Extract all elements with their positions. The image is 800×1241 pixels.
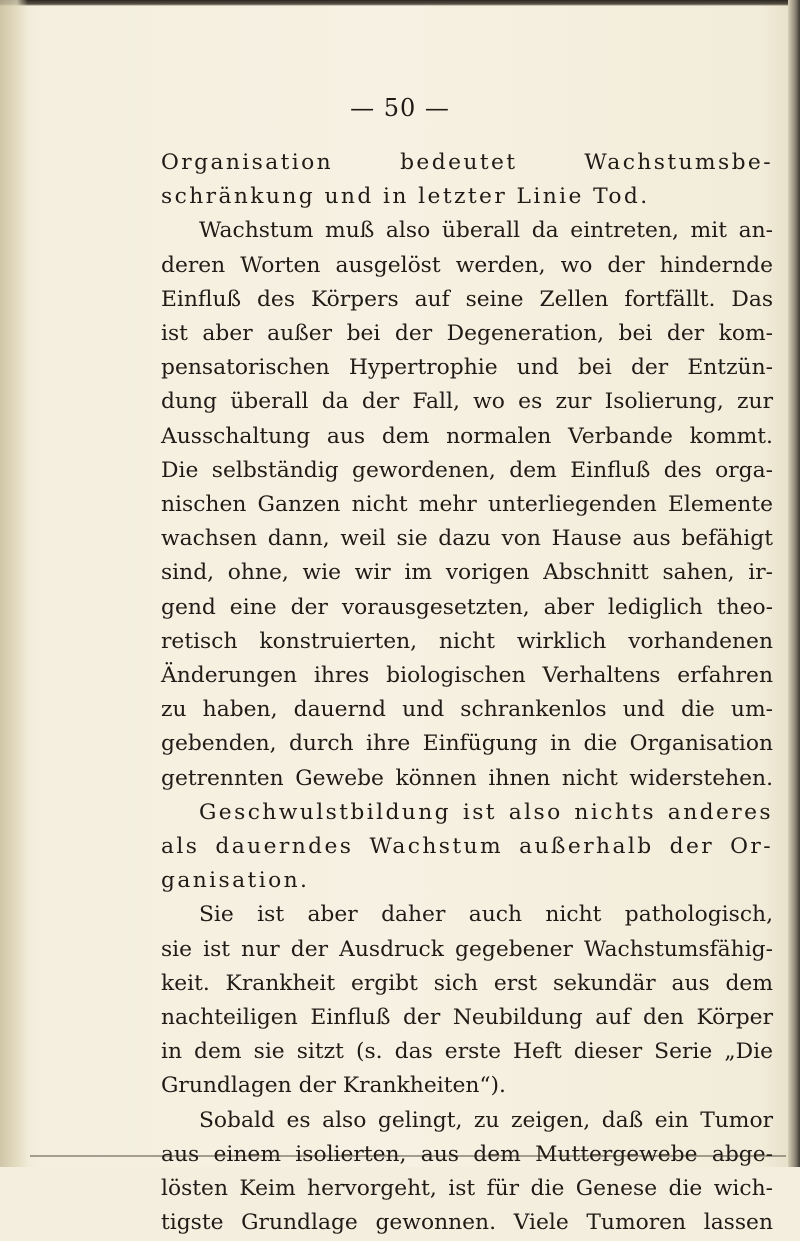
- text-line: aus einem isolierten, aus dem Muttergewebe abge-: [161, 1141, 773, 1167]
- left-page-gutter: [0, 0, 28, 1167]
- text-line: nachteiligen Einfluß der Neubildung auf den Körper: [161, 1005, 773, 1031]
- body-text: [161, 146, 773, 1241]
- text-line: keit. Krankheit ergibt sich erst sekundär aus dem: [161, 970, 773, 996]
- text-line: ist aber außer bei der Degeneration, bei der kom-: [161, 321, 773, 347]
- text-line: Organisation bedeutet Wachstumsbe-: [161, 150, 773, 175]
- text-line: Ausschaltung aus dem normalen Verbande kommt.: [161, 423, 773, 449]
- text-line: zu haben, dauernd und schrankenlos und die um-: [161, 697, 773, 723]
- text-line: retisch konstruierten, nicht wirklich vorhandenen: [161, 628, 773, 654]
- text-line: pensatorischen Hypertrophie und bei der Entzün-: [161, 355, 773, 381]
- text-line: Einfluß des Körpers auf seine Zellen fortfällt. Das: [161, 286, 773, 312]
- text-line: getrennten Gewebe können ihnen nicht widerstehen.: [161, 765, 773, 791]
- text-line: als dauerndes Wachstum außerhalb der Or-: [161, 834, 773, 860]
- text-line: schränkung und in letzter Linie Tod.: [161, 184, 650, 210]
- text-line: in dem sie sitzt (s. das erste Heft dieser Serie „Die: [161, 1039, 773, 1065]
- text-line: tigste Grundlage gewonnen. Viele Tumoren lassen: [161, 1210, 773, 1236]
- text-line: gend eine der vorausgesetzten, aber lediglich theo-: [161, 594, 773, 620]
- text-line: Grundlagen der Krankheiten“).: [161, 1073, 506, 1099]
- text-line: gebenden, durch ihre Einfügung in die Organisation: [161, 731, 773, 757]
- text-line: nischen Ganzen nicht mehr unterliegenden Elemente: [161, 492, 773, 518]
- text-line: Die selbständig gewordenen, dem Einfluß des orga-: [161, 457, 773, 483]
- top-scan-edge: [0, 0, 800, 6]
- text-line: Sie ist aber daher auch nicht pathologisch,: [199, 902, 773, 928]
- text-line: wachsen dann, weil sie dazu von Hause aus befähigt: [161, 526, 773, 552]
- page-number: — 50 —: [350, 94, 450, 122]
- text-line: sie ist nur der Ausdruck gegebener Wachstumsfähig-: [161, 936, 773, 962]
- text-line: Geschwulstbildung ist also nichts anderes: [199, 799, 773, 825]
- text-line: Wachstum muß also überall da eintreten, mit an-: [199, 218, 773, 244]
- right-scan-edge: [788, 0, 800, 1167]
- text-line: Sobald es also gelingt, zu zeigen, daß ein Tumor: [199, 1107, 773, 1133]
- text-line: Änderungen ihres biologischen Verhaltens erfahren: [161, 663, 773, 689]
- text-line: dung überall da der Fall, wo es zur Isolierung, zur: [161, 389, 773, 415]
- text-line: ganisation.: [161, 868, 310, 894]
- text-line: sind, ohne, wie wir im vorigen Abschnitt sahen, ir-: [161, 560, 773, 586]
- text-line: deren Worten ausgelöst werden, wo der hindernde: [161, 252, 773, 278]
- text-line: lösten Keim hervorgeht, ist für die Genese die wich-: [161, 1176, 773, 1202]
